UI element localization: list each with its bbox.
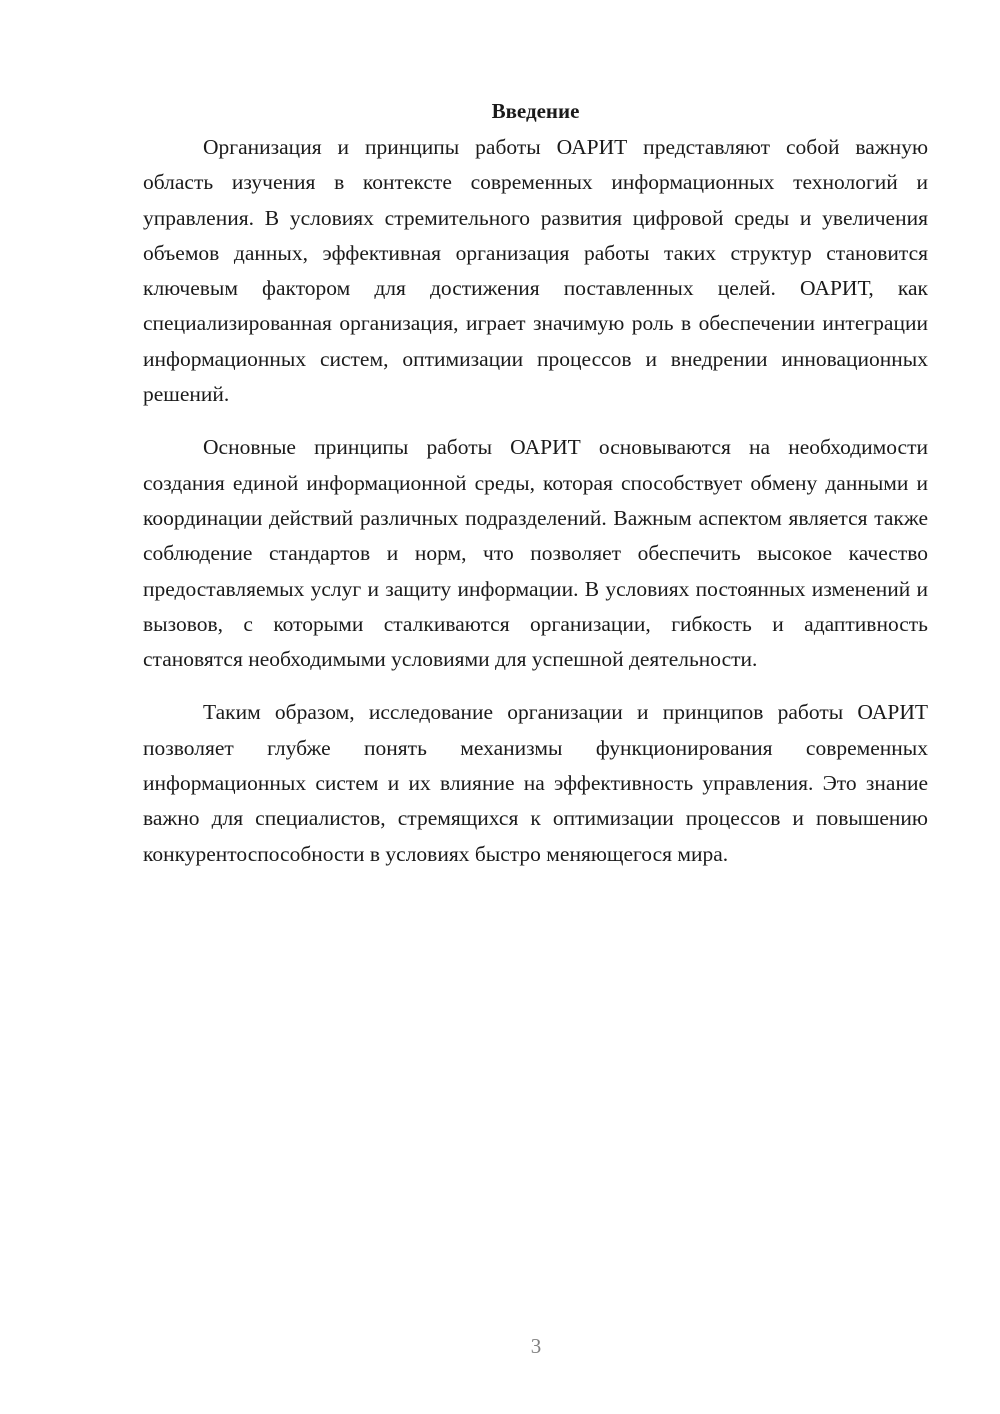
page-content (143, 96, 928, 890)
paragraph-3: Таким образом, исследование организации и принципов работы ОАРИТ позволяет глубже понять механизмы функционирования современных информационных систем и их влияние на эффективность управления. Это знание важно для специалистов, стремящихся к оптимизации процессов и повышению конкурентоспособности в условиях быстро меняющегося мира. (143, 700, 928, 866)
section-heading: Введение (491, 99, 580, 123)
page-number: 3 (530, 1334, 542, 1358)
paragraph-2: Основные принципы работы ОАРИТ основываются на необходимости создания единой информационной среды, которая способствует обмену данными и координации действий различных подразделений. Важным аспектом является также соблюдение стандартов и норм, что позволяет обеспечить высокое качество предоставляемых услуг и защиту информации. В условиях постоянных изменений и вызовов, с которыми сталкиваются организации, гибкость и адаптивность становятся необходимыми условиями для успешной деятельности. (143, 435, 928, 672)
paragraph-1: Организация и принципы работы ОАРИТ представляют собой важную область изучения в контексте современных информационных технологий и управления. В условиях стремительного развития цифровой среды и увеличения объемов данных, эффективная организация работы таких структур становится ключевым фактором для достижения поставленных целей. ОАРИТ, как специализированная организация, играет значимую роль в обеспечении интеграции информационных систем, оптимизации процессов и внедрении инновационных решений. (143, 135, 928, 407)
